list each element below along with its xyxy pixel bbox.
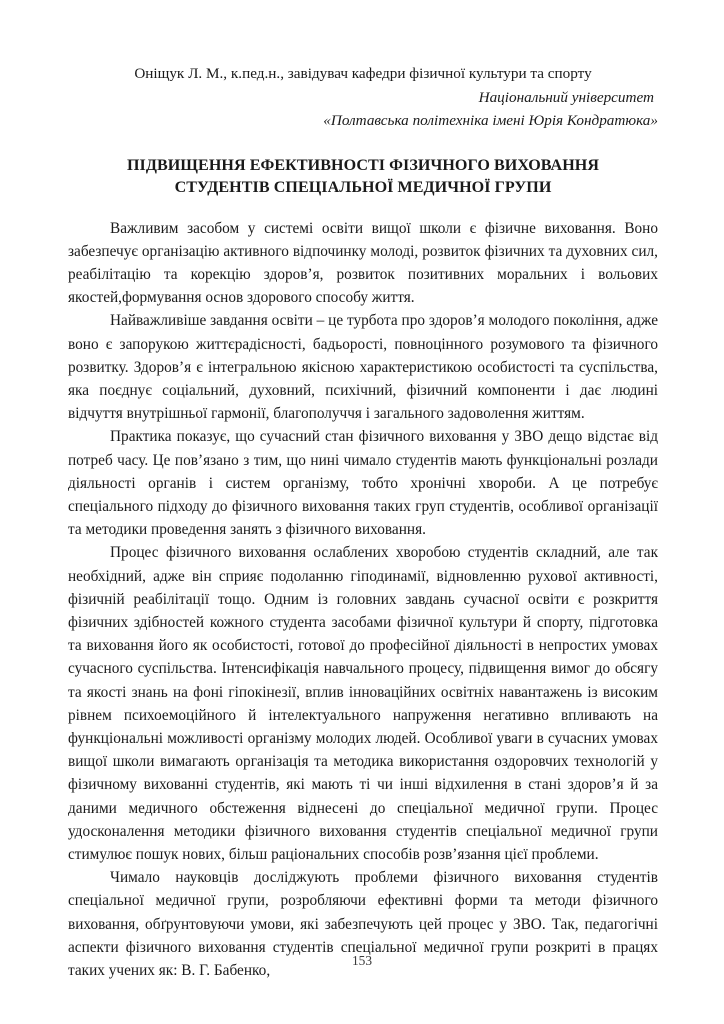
paragraph: Практика показує, що сучасний стан фізичного виховання у ЗВО дещо відстає від потреб часу. Це пов’язано з тим, що нині чимало студентів мають функціональні розлади діяльності органів і систем організму, тобто хронічні хвороби. А це потребує спеціального підходу до фізичного виховання таких груп студентів, особливої організації та методики проведення занять з фізичного виховання. <box>68 428 658 539</box>
paragraph: Процес фізичного виховання ослаблених хворобою студентів складний, але так необхідний, адже він сприяє подоланню гіподинамії, відновленню рухової активності, фізичній реабілітації тощо. Одним із головних завдань сучасної освіти є розкриття фізичних здібностей кожного студента засобами фізичної культури й спорту, підготовка та виховання його як особистості, готової до професійної діяльності в непростих умовах сучасного суспільства. Інтенсифікація навчального процесу, підвищення вимог до обсягу та якості знань на фоні гіпокінезії, вплив інноваційних освітніх навантажень із високим рівнем психоемоційного й інтелектуального напруження негативно впливають на функціональні можливості організму молодих людей. Особливої уваги в сучасних умовах вищої школи вимагають організація та методика використання оздоровчих технологій у фізичному вихованні студентів, які мають ті чи інші відхилення в стані здоров’я й за даними медичного обстеження віднесені до спеціальної медичної групи. Процес удосконалення методики фізичного виховання студентів спеціальної медичної групи стимулює пошук нових, більш раціональних способів розв’язання цієї проблеми. <box>68 544 658 863</box>
author-line: Оніщук Л. М., к.пед.н., завідувач кафедри фізичної культури та спорту <box>134 65 592 82</box>
affiliation-line-1: Національний університет <box>478 88 654 106</box>
page-number: 153 <box>351 953 373 968</box>
page-title-line-1: ПІДВИЩЕННЯ ЕФЕКТИВНОСТІ ФІЗИЧНОГО ВИХОВАННЯ <box>126 156 600 174</box>
page-title-line-2: СТУДЕНТІВ СПЕЦІАЛЬНОЇ МЕДИЧНОЇ ГРУПИ <box>174 178 552 196</box>
paragraph: Важливим засобом у системі освіти вищої школи є фізичне виховання. Воно забезпечує організацію активного відпочинку молоді, розвиток фізичних та духовних сил, реабілітацію та корекцію здоров’я, розвиток позитивних моральних і вольових якостей,формування основ здорового способу життя. <box>68 219 658 307</box>
author-affiliation-block <box>68 62 658 133</box>
paragraph: Чимало науковців досліджують проблеми фізичного виховання студентів спеціальної медичної групи, розробляючи ефективні форми та методи фізичного виховання, обґрунтовуючи умови, які забезпечують цей процес у ЗВО. Так, педагогічні аспекти фізичного виховання студентів спеціальної медичної групи розкриті в працях таких учених як: В. Г. Бабенко, <box>68 869 658 979</box>
body-text <box>68 217 658 983</box>
affiliation-line-2: «Полтавська політехніка імені Юрія Кондратюка» <box>323 112 658 129</box>
page-content <box>68 62 658 982</box>
page-title <box>68 155 658 199</box>
paragraph: Найважливіше завдання освіти – це турбота про здоров’я молодого покоління, адже воно є запорукою життєрадісності, бадьорості, повноцінного розумового та фізичного розвитку. Здоров’я є інтегральною якісною характеристикою особистості та суспільства, яка поєднує соціальний, духовний, психічний, фізичний компоненти і дає людині відчуття внутрішньої гармонії, благополуччя і загального задоволення життям. <box>68 312 658 423</box>
